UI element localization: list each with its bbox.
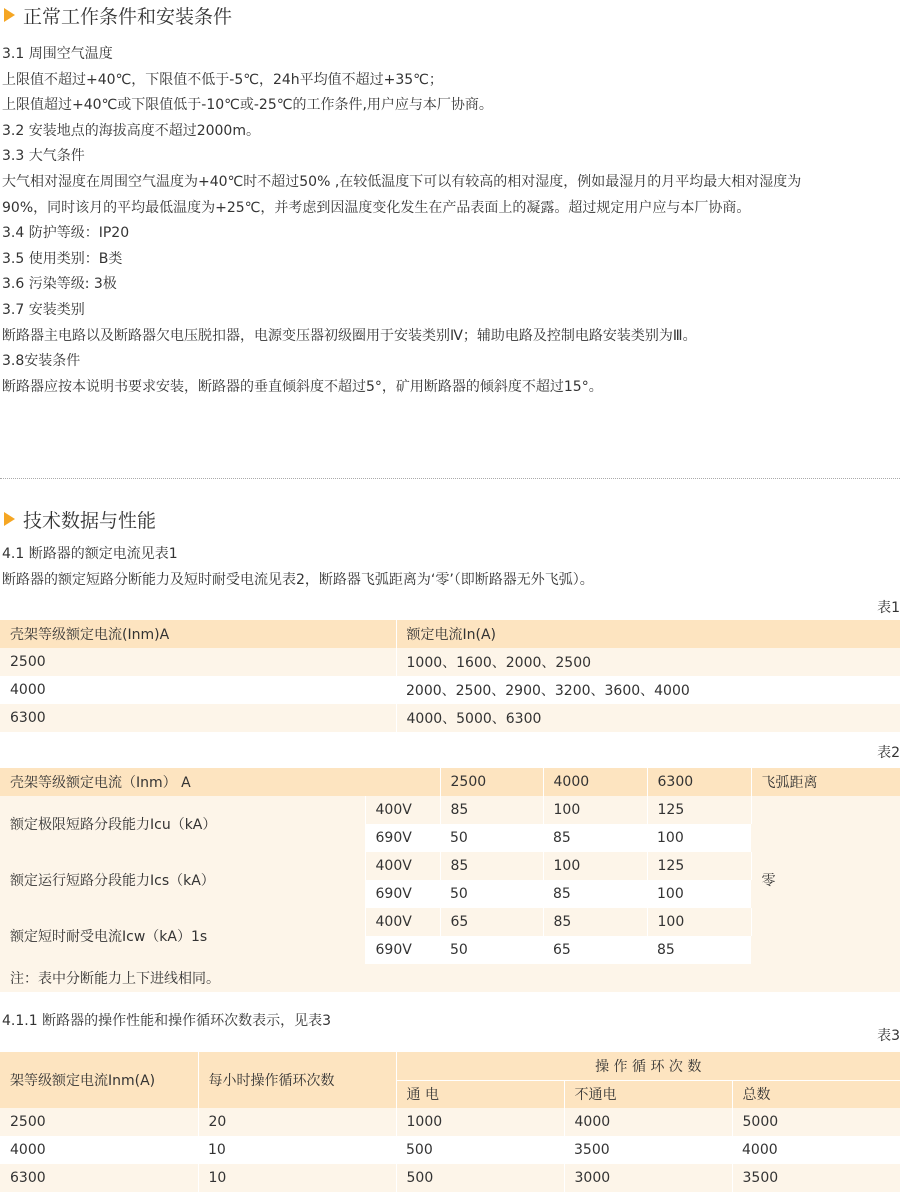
table-row: 690V 50 65 85: [0, 936, 900, 964]
arc-distance-cell: 零: [751, 796, 900, 964]
table3-label: 表3: [877, 1028, 900, 1044]
text-line: 3.1 周围空气温度: [2, 46, 113, 62]
table-row: 690V 50 85 100: [0, 824, 900, 852]
section-title-tech-data: 技术数据与性能: [0, 504, 156, 534]
conditions-text: [2, 42, 900, 400]
text-line: 90%，同时该月的平均最低温度为+25℃，并考虑到因温度变化发生在产品表面上的凝露。超过规定用户应与本厂协商。: [2, 199, 751, 216]
text-line: 3.5 使用类别：B类: [2, 250, 123, 267]
table-row: 额定极限短路分段能力Icu（kA） 400V 85 100 125 零: [0, 796, 900, 824]
table3: [0, 1052, 900, 1192]
table-row: 4000 2000、2500、2900、3200、3600、4000: [0, 676, 900, 704]
text-line: 断路器主电路以及断路器欠电压脱扣器，电源变压器初级圈用于安装类别Ⅳ；辅助电路及控制电路安装类别为Ⅲ。: [2, 327, 697, 344]
triangle-bullet-icon: [4, 8, 15, 22]
table-row: 690V 50 85 100: [0, 880, 900, 908]
operation-text: [2, 1009, 900, 1035]
text-line: 断路器的额定短路分断能力及短时耐受电流见表2，断路器飞弧距离为‘零’（即断路器无外飞弧）。: [2, 571, 594, 588]
table1-label: 表1: [877, 600, 900, 616]
table2-label: 表2: [877, 745, 900, 761]
text-line: 3.2 安装地点的海拔高度不超过2000m。: [2, 122, 260, 139]
text-line: 断路器应按本说明书要求安装，断路器的垂直倾斜度不超过5°，矿用断路器的倾斜度不超过15°。: [2, 378, 603, 395]
text-line: 上限值不超过+40℃，下限值不低于-5℃，24h平均值不超过+35℃；: [2, 71, 443, 88]
section-title-conditions: 正常工作条件和安装条件: [0, 0, 232, 30]
table-row: 6300 4000、5000、6300: [0, 704, 900, 732]
table-row: 2500 20 1000 4000 5000: [0, 1108, 900, 1136]
table-note-row: [0, 964, 900, 992]
dotted-divider: [0, 478, 900, 479]
table-note: 注：表中分断能力上下进线相同。: [0, 964, 900, 992]
table-header-row: 壳架等级额定电流(Inm)A 额定电流In(A): [0, 620, 900, 648]
text-line: 上限值超过+40℃或下限值低于-10℃或-25℃的工作条件,用户应与本厂协商。: [2, 97, 493, 114]
triangle-bullet-icon: [4, 512, 15, 526]
text-line: 4.1.1 断路器的操作性能和操作循环次数表示，见表3: [2, 1013, 331, 1029]
group-label: 额定短时耐受电流Icw（kA）1s: [0, 908, 365, 964]
text-line: 4.1 断路器的额定电流见表1: [2, 546, 178, 562]
table-subheader-row: 通 电 不通电 总数: [0, 1080, 900, 1108]
text-line: 大气相对湿度在周围空气温度为+40℃时不超过50% ,在较低温度下可以有较高的相对湿度，例如最湿月的月平均最大相对湿度为: [2, 173, 802, 190]
table2: [0, 768, 900, 992]
group-label: 额定极限短路分段能力Icu（kA）: [0, 796, 365, 852]
table-row: 2500 1000、1600、2000、2500: [0, 648, 900, 676]
table-row: 额定短时耐受电流Icw（kA）1s 400V 65 85 100: [0, 908, 900, 936]
group-label: 额定运行短路分段能力Ics（kA）: [0, 852, 365, 908]
text-line: 3.3 大气条件: [2, 148, 85, 165]
table-row: 4000 10 500 3500 4000: [0, 1136, 900, 1164]
table-header-row: 架等级额定电流Inm(A) 每小时操作循环次数 操 作 循 环 次 数: [0, 1052, 900, 1080]
text-line: 3.8安装条件: [2, 353, 81, 370]
table-row: 6300 10 500 3000 3500: [0, 1164, 900, 1192]
text-line: 3.4 防护等级：IP20: [2, 225, 130, 242]
tech-data-text: [2, 542, 900, 593]
table-row: 额定运行短路分段能力Ics（kA） 400V 85 100 125: [0, 852, 900, 880]
text-line: 3.6 污染等级: 3极: [2, 276, 117, 293]
table1: [0, 620, 900, 732]
text-line: 3.7 安装类别: [2, 301, 85, 318]
table-header-row: 壳架等级额定电流（Inm） A 2500 4000 6300 飞弧距离: [0, 768, 900, 796]
